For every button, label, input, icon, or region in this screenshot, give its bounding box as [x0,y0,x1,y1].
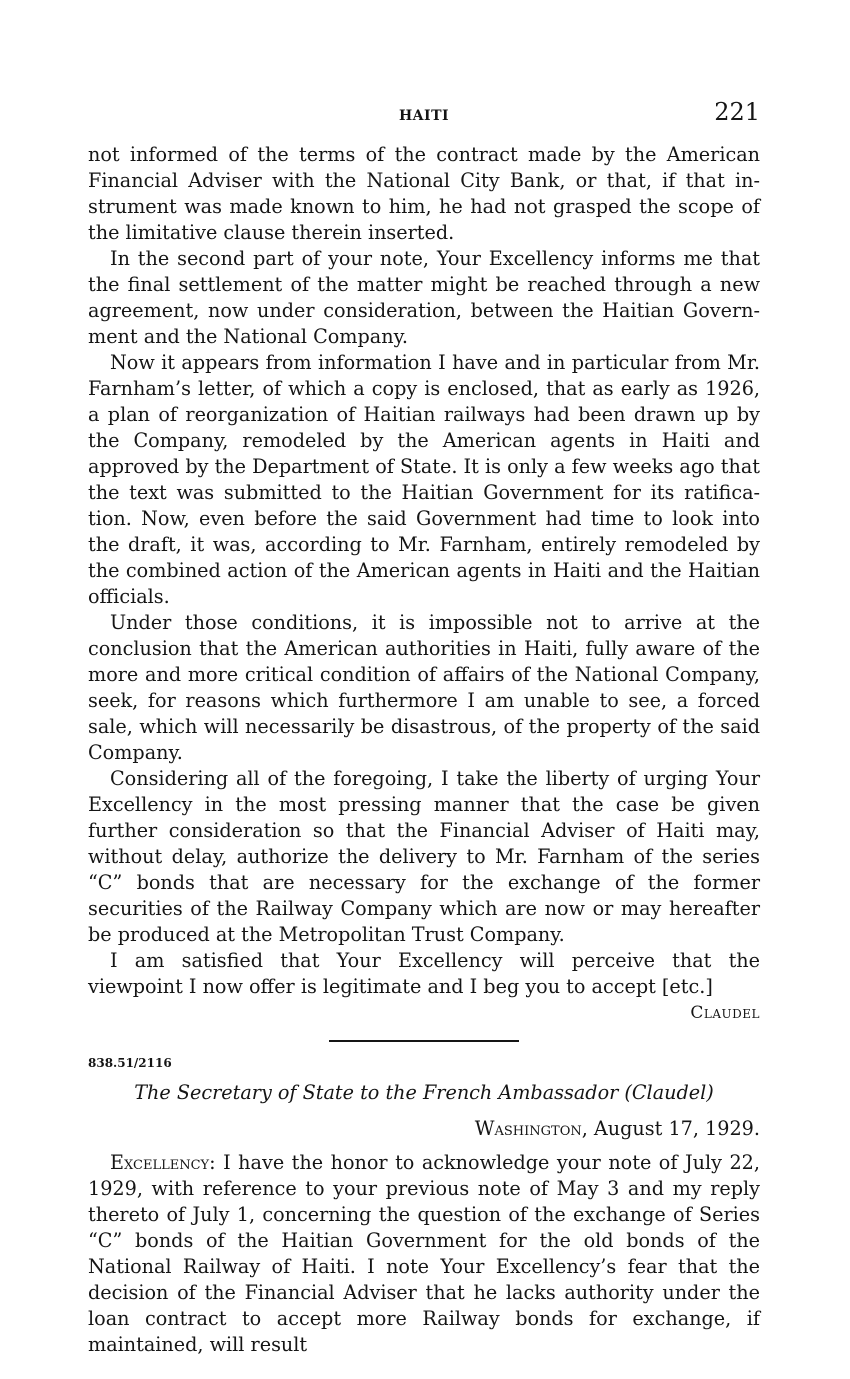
page-number: 221 [714,98,760,126]
salutation-separator: : [209,1151,224,1174]
paragraph [88,1150,760,1358]
paragraph: In the second part of your note, Your Excellency informs me that the final settlement of the matter might be reached through a new agreement, now under consideration, between the Haitian Government and the National Company. [88,247,760,348]
paragraph: Under those conditions, it is impossible not to arrive at the conclusion that the American authorities in Haiti, fully aware of the more and more critical condition of affairs of the National Company, seek, for reasons which furthermore I am unable to see, a forced sale, which will necessarily be disastrous, of the property of the said Company. [88,611,760,764]
claudel-letter-continuation [88,142,760,1026]
paragraph: not informed of the terms of the contract made by the American Financial Adviser with the National City Bank, or that, if that instrument was made known to him, he had not grasped the scope of the limitative clause therein inserted. [88,143,760,244]
running-header [88,98,760,142]
file-number: 838.51/2116 [88,1056,172,1070]
paragraph: Now it appears from information I have and in particular from Mr. Farnham’s letter, of which a copy is enclosed, that as early as 1926, a plan of reorganization of Haitian railways had been drawn up by the Company, remodeled by the American agents in Haiti and approved by the Department of State. It is only a few weeks ago that the text was submitted to the Haitian Government for its ratification. Now, even before the said Government had time to look into the draft, it was, according to Mr. Farnham, entirely remodeled by the combined action of the American agents in Haiti and the Haitian officials. [88,351,760,608]
dateline-place: Washington [474,1117,582,1140]
running-title: HAITI [398,108,450,124]
letter-heading: The Secretary of State to the French Ambassador (Claudel) [134,1081,714,1104]
document-page [88,98,760,1358]
dateline-date: , August 17, 1929. [581,1117,760,1140]
paragraph: I am satisfied that Your Excellency will perceive that the viewpoint I now offer is legitimate and I beg you to accept [etc.] [88,949,760,998]
salutation: Excellency [110,1151,210,1174]
section-divider [329,1040,519,1042]
signature: Claudel [690,1003,760,1023]
dateline [88,1116,760,1142]
paragraph-text: I have the honor to acknowledge your note of July 22, 1929, with reference to your previous note of May 3 and my reply thereto of July 1, concerning the question of the exchange of Series “C” bonds of the Haitian Government for the old bonds of the National Railway of Haiti. I note Your Excellency’s fear that the decision of the Financial Adviser that he lacks authority under the loan contract to accept more Railway bonds for exchange, if maintained, will result [88,1151,760,1356]
secretary-letter [88,1054,760,1358]
paragraph: Considering all of the foregoing, I take the liberty of urging Your Excellency in the most pressing manner that the case be given further consideration so that the Financial Adviser of Haiti may, without delay, authorize the delivery to Mr. Farnham of the series “C” bonds that are necessary for the exchange of the former securities of the Railway Company which are now or may hereafter be produced at the Metropolitan Trust Company. [88,767,760,946]
